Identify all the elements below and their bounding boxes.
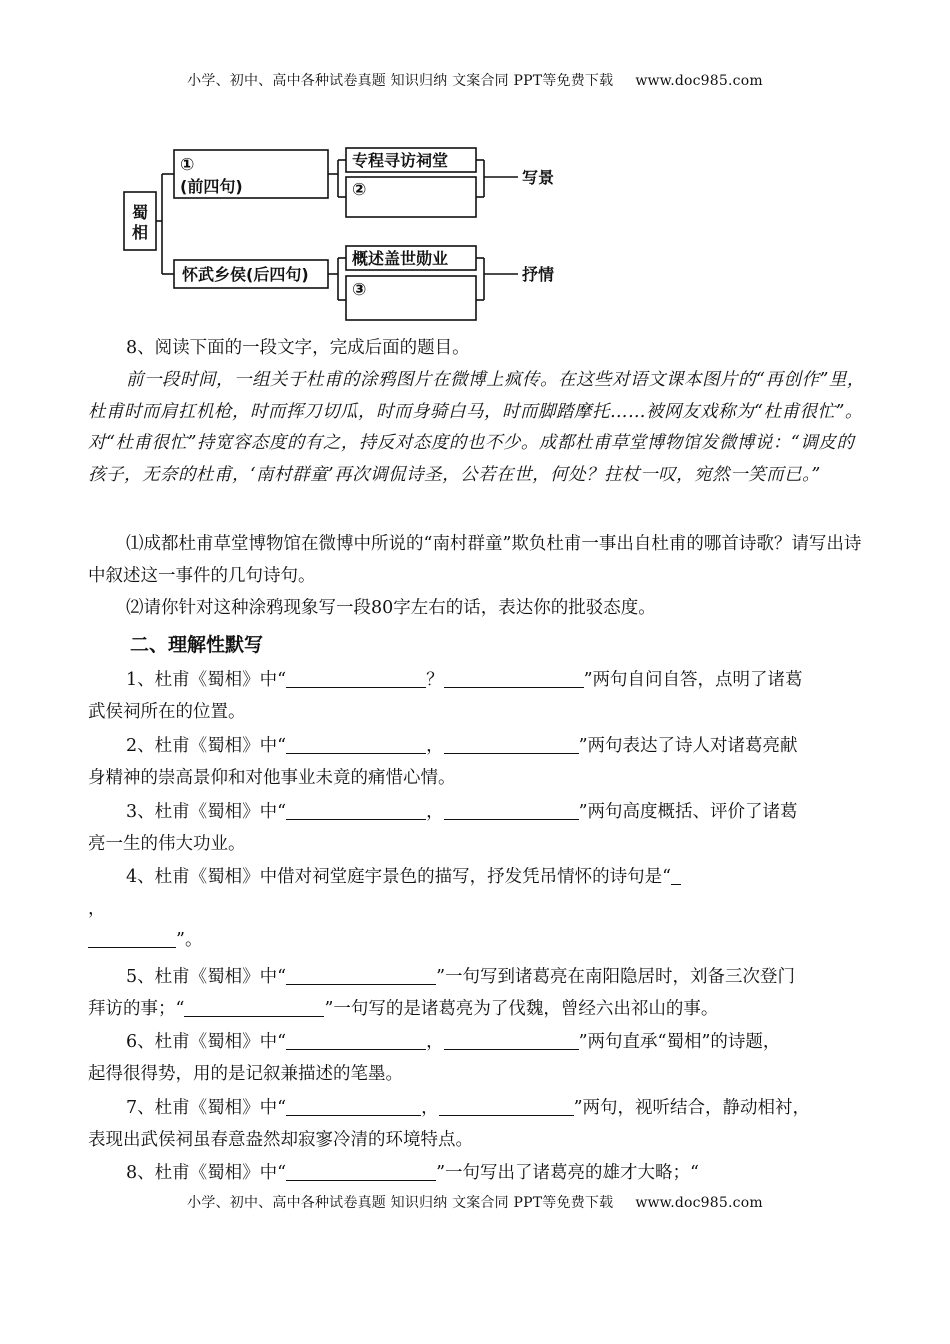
q8-title: 8、阅读下面的一段文字，完成后面的题目。 [126, 338, 470, 358]
diagram-leaf2-label: ② [352, 180, 367, 200]
diagram-label-top: 写景 [522, 168, 555, 187]
diagram-branch1-label: (前四句) [180, 177, 243, 196]
s2-q2-blank1[interactable] [286, 735, 426, 754]
diagram-label-bottom: 抒情 [522, 265, 555, 284]
s2-q6: 6、杜甫《蜀相》中“ ， ”两句直承“蜀相”的诗题， 起得很得势，用的是记叙兼描述的笔墨。 [88, 1032, 781, 1084]
diagram-leaf4-label: ③ [352, 280, 367, 300]
s2-q7-blank2[interactable] [439, 1097, 574, 1116]
diagram-branch1-num: ① [180, 155, 195, 175]
diagram-branch2-label: 怀武乡侯(后四句) [182, 265, 309, 284]
s2-q7-blank1[interactable] [286, 1097, 421, 1116]
s2-q4-blank2[interactable] [88, 929, 176, 948]
section2-title: 二、理解性默写 [130, 634, 264, 656]
s2-q1-blank2[interactable] [444, 669, 584, 688]
s2-q5-blank1[interactable] [286, 966, 436, 985]
footer-url: www.doc985.com [635, 1195, 763, 1211]
s2-q3-blank2[interactable] [444, 801, 579, 820]
q8-sub1: ⑴成都杜甫草堂博物馆在微博中所说的“南村群童”欺负杜甫一事出自杜甫的哪首诗歌？请写出诗中叙述这一事件的几句诗句。 [88, 534, 862, 586]
structure-diagram [120, 140, 580, 334]
header-url: www.doc985.com [635, 73, 763, 89]
s2-q8: 8、杜甫《蜀相》中“ ”一句写出了诸葛亮的雄才大略；“ [126, 1163, 699, 1183]
s2-q2-blank2[interactable] [444, 735, 579, 754]
s2-q1-blank1[interactable] [286, 669, 426, 688]
page-header [0, 70, 950, 90]
s2-q8-blank1[interactable] [286, 1162, 436, 1181]
s2-q5: 5、杜甫《蜀相》中“ ”一句写到诸葛亮在南阳隐居时，刘备三次登门 拜访的事；“ ”一句写的是诸葛亮为了伐魏，曾经六出祁山的事。 [88, 967, 796, 1019]
diagram-svg [120, 140, 580, 330]
page-footer [0, 1192, 950, 1212]
s2-q2: 2、杜甫《蜀相》中“ ， ”两句表达了诗人对诸葛亮献 身精神的崇高景仰和对他事业未竟的痛惜心情。 [88, 736, 798, 788]
s2-q7: 7、杜甫《蜀相》中“ ， ”两句，视听结合，静动相衬， 表现出武侯祠虽春意盎然却寂寥冷清的环境特点。 [88, 1098, 811, 1150]
s2-q5-blank2[interactable] [184, 998, 324, 1017]
diagram-leaf1-label: 专程寻访祠堂 [352, 151, 449, 170]
diagram-leaf3-label: 概述盖世勋业 [352, 249, 449, 268]
q8-sub2: ⑵请你针对这种涂鸦现象写一段80字左右的话，表达你的批驳态度。 [126, 598, 656, 618]
footer-text: 小学、初中、高中各种试卷真题 知识归纳 文案合同 PPT等免费下载 [187, 1195, 614, 1211]
s2-q6-blank2[interactable] [444, 1031, 579, 1050]
s2-q3-blank1[interactable] [286, 801, 426, 820]
s2-q4: 4、杜甫《蜀相》中借对祠堂庭宇景色的描写，抒发凭吊情怀的诗句是“ ， ”。 [88, 862, 866, 957]
s2-q6-blank1[interactable] [286, 1031, 426, 1050]
s2-q1: 1、杜甫《蜀相》中“ ？ ”两句自问自答，点明了诸葛 武侯祠所在的位置。 [88, 670, 803, 722]
s2-q3: 3、杜甫《蜀相》中“ ， ”两句高度概括、评价了诸葛 亮一生的伟大功业。 [88, 802, 798, 854]
s2-q4-blank1[interactable] [671, 866, 681, 885]
header-text: 小学、初中、高中各种试卷真题 知识归纳 文案合同 PPT等免费下载 [187, 73, 614, 89]
q8-passage: 前一段时间，一组关于杜甫的涂鸦图片在微博上疯传。在这些对语文课本图片的“再创作”里，杜甫时而肩扛机枪，时而挥刀切瓜，时而身骑白马，时而脚踏摩托……被网友戏称为“杜甫很忙”。对“杜甫很忙”持宽容态度的有之，持反对态度的也不少。成都杜甫草堂博物馆发微博说：“调皮的孩子，无奈的杜甫，‘南村群童’再次调侃诗圣，公若在世，何处？拄杖一叹，宛然一笑而已。” [88, 370, 865, 485]
diagram-root-label: 蜀相 [131, 203, 149, 242]
